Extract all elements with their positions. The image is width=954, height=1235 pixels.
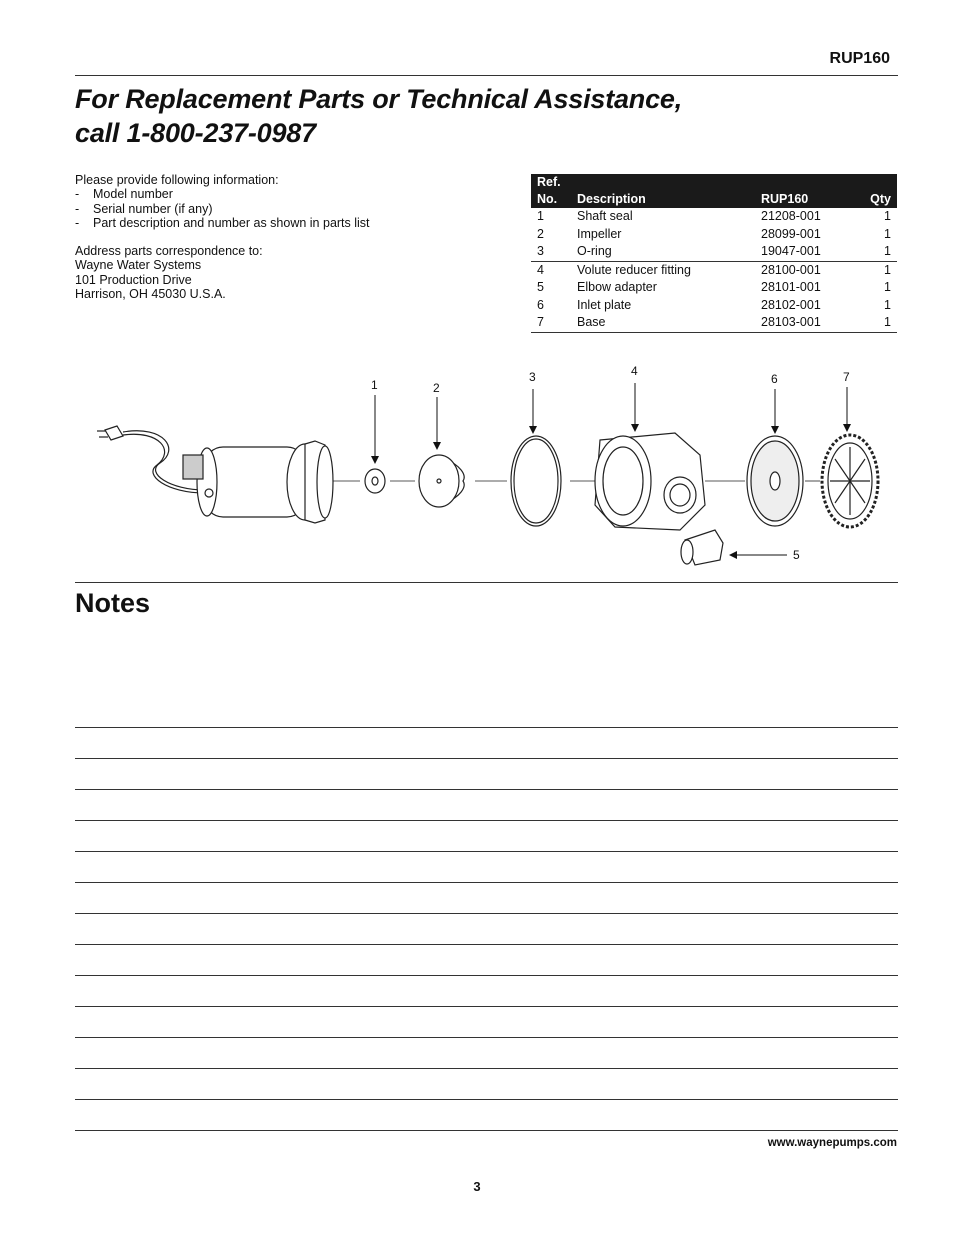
info-list — [75, 187, 370, 230]
exploded-parts-diagram — [75, 355, 898, 580]
note-line — [75, 1099, 898, 1130]
o-ring-icon — [511, 436, 561, 526]
notes-heading: Notes — [75, 588, 151, 618]
inlet-plate-icon — [747, 436, 803, 526]
footer-url[interactable]: www.waynepumps.com — [767, 1137, 897, 1149]
note-line — [75, 1130, 898, 1131]
parts-table — [531, 174, 897, 333]
callout-5: 5 — [793, 548, 800, 562]
info-list-item: - Model number — [75, 187, 173, 202]
base-icon — [822, 435, 878, 527]
title-line-2: call 1-800-237-0987 — [75, 118, 316, 148]
table-row: 5 Elbow adapter 28101-001 1 — [537, 280, 891, 294]
note-line — [75, 1006, 898, 1037]
note-line — [75, 1068, 898, 1099]
info-list-item: - Serial number (if any) — [75, 201, 213, 216]
table-row: 3 O-ring 19047-001 1 — [531, 243, 897, 261]
address-line: Address parts correspondence to: — [75, 244, 263, 259]
header-model: RUP160 — [755, 174, 857, 208]
note-line — [75, 851, 898, 882]
callout-6: 6 — [771, 372, 778, 386]
note-line — [75, 758, 898, 789]
notes-rule — [75, 582, 898, 583]
note-line — [75, 944, 898, 975]
table-row: 2 Impeller 28099-001 1 — [537, 226, 891, 241]
note-line — [75, 1037, 898, 1068]
page-title — [75, 82, 682, 150]
header-description: Description — [571, 174, 755, 208]
info-list-item: - Part description and number as shown in parts list — [75, 215, 370, 230]
note-line — [75, 727, 898, 758]
callout-2: 2 — [433, 381, 440, 395]
title-line-1: For Replacement Parts or Technical Assistance, — [75, 84, 683, 114]
callout-3: 3 — [529, 370, 536, 384]
info-intro: Please provide following information: — [75, 173, 279, 187]
page-number: 3 — [473, 1179, 481, 1194]
table-row: 6 Inlet plate 28102-001 1 — [537, 297, 891, 312]
note-line — [75, 789, 898, 820]
note-line — [75, 975, 898, 1006]
header-qty: Qty — [857, 174, 897, 208]
address-line: Wayne Water Systems — [75, 258, 202, 273]
callout-1: 1 — [371, 378, 378, 392]
note-line — [75, 882, 898, 913]
shaft-seal-icon — [365, 469, 385, 493]
table-row: 1 Shaft seal 21208-001 1 — [537, 209, 891, 223]
info-block — [75, 173, 370, 301]
elbow-adapter-icon — [681, 530, 723, 565]
notes-lines — [75, 727, 898, 1131]
note-line — [75, 820, 898, 851]
header-ref: Ref. No. — [531, 174, 571, 208]
model-number: RUP160 — [829, 50, 890, 67]
callout-7: 7 — [843, 370, 850, 384]
address-block — [75, 244, 370, 301]
pump-motor-icon — [97, 426, 333, 523]
note-line — [75, 913, 898, 944]
address-line: 101 Production Drive — [75, 272, 192, 287]
table-row: 7 Base 28103-001 1 — [531, 314, 897, 332]
table-row: 4 Volute reducer fitting 28100-001 1 — [537, 262, 891, 277]
impeller-icon — [419, 455, 464, 507]
address-line: Harrison, OH 45030 U.S.A. — [75, 287, 226, 302]
volute-icon — [595, 433, 705, 530]
callout-4: 4 — [631, 364, 638, 378]
header-rule — [75, 75, 898, 76]
